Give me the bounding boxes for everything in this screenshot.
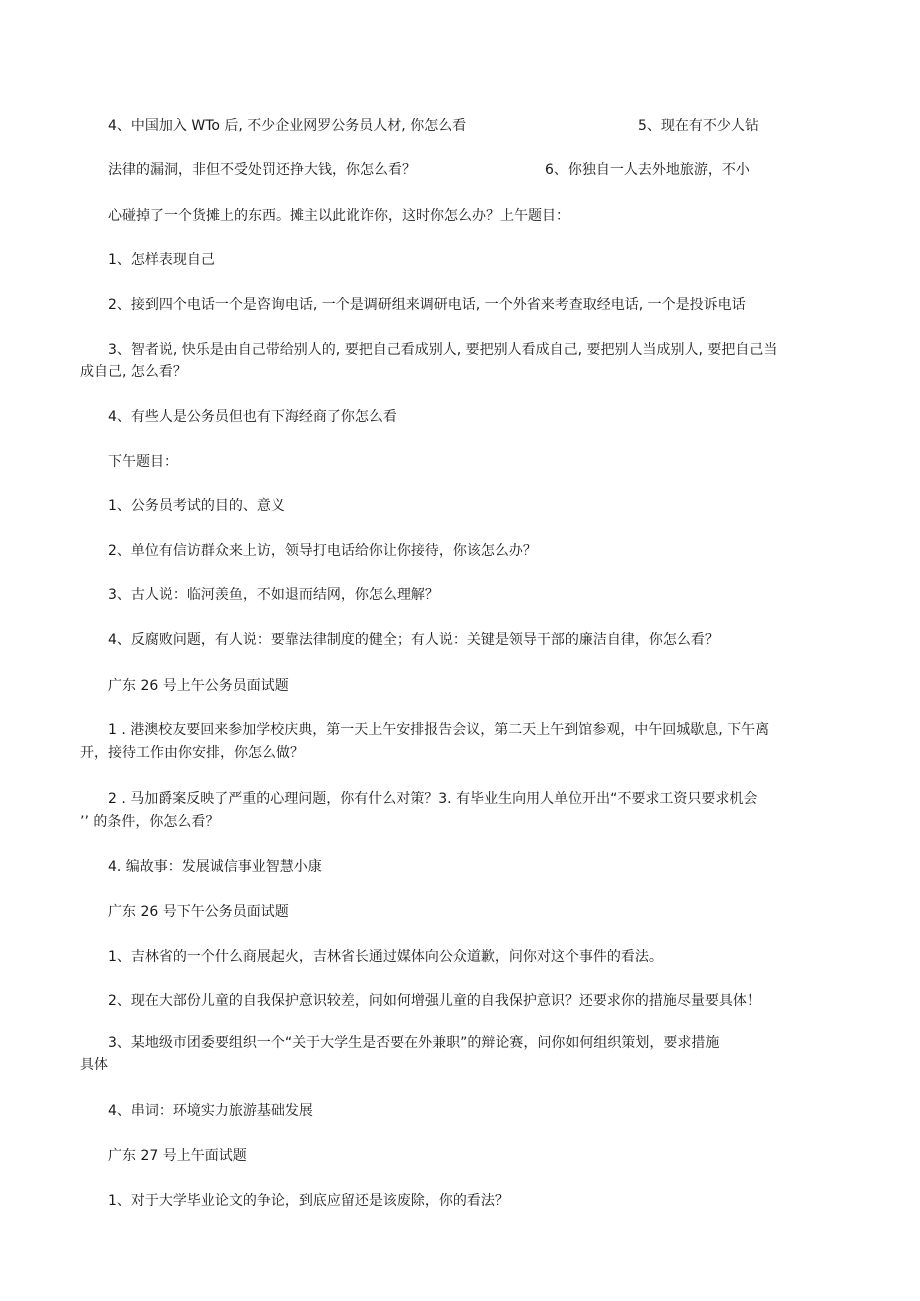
text-line: 6、你独自一人去外地旅游，不小 [545,162,750,178]
text-line: 成自己, 怎么看？ [80,364,187,380]
text-line: ’’ 的条件，你怎么看？ [80,814,220,830]
text-line: 5、现在有不少人钻 [638,118,759,134]
text-line: 开，接待工作由你安排，你怎么做？ [80,745,304,761]
section-heading: 下午题目： [108,454,178,470]
text-line: 心碰掉了一个货摊上的东西。摊主以此讹诈你，这时你怎么办？上午题目： [108,208,570,224]
text-line: 2、单位有信访群众来上访，领导打电话给你让你接待，你该怎么办？ [108,543,537,559]
section-heading: 广东 27 号上午面试题 [108,1148,247,1164]
text-line: 2 . 马加爵案反映了严重的心理问题，你有什么对策？3. 有毕业生向用人单位开出“不要求工资只要求机会 [108,791,758,807]
text-line: 3、古人说：临河羡鱼，不如退而结网，你怎么理解？ [108,587,439,603]
text-line: 1 . 港澳校友要回来参加学校庆典，第一天上午安排报告会议，第二天上午到馆参观，中午回城歇息, 下午离 [108,722,770,738]
text-line: 1、公务员考试的目的、意义 [108,498,285,514]
text-line: 2、现在大部份儿童的自我保护意识较差，问如何增强儿童的自我保护意识？还要求你的措施尽量要具体！ [108,993,761,1009]
text-line: 4、串词：环境实力旅游基础发展 [108,1103,313,1119]
text-line: 2、接到四个电话一个是咨询电话, 一个是调研组来调研电话, 一个外省来考查取经电话, 一个是投诉电话 [108,297,746,313]
text-line: 1、怎样表现自己 [108,252,215,268]
text-line: 4、反腐败问题，有人说：要靠法律制度的健全；有人说：关键是领导干部的廉洁自律，你怎么看？ [108,632,719,648]
section-heading: 广东 26 号下午公务员面试题 [108,904,289,920]
text-line: 3、某地级市团委要组织一个“关于大学生是否要在外兼职”的辩论赛，问你如何组织策划，要求措施 [108,1035,720,1051]
text-line: 法律的漏洞，非但不受处罚还挣大钱，你怎么看？ [108,162,416,178]
text-line: 4、有些人是公务员但也有下海经商了你怎么看 [108,409,397,425]
text-line: 4、中国加入 WTo 后, 不少企业网罗公务员人材, 你怎么看 [108,118,467,134]
text-line: 4. 编故事：发展诚信事业智慧小康 [108,859,322,875]
text-line: 3、智者说, 快乐是由自己带给别人的, 要把自己看成别人, 要把别人看成自己, 要把别人当成别人, 要把自己当 [108,342,778,358]
text-line: 1、吉林省的一个什么商展起火，吉林省长通过媒体向公众道歉，问你对这个事件的看法。 [108,949,663,965]
section-heading: 广东 26 号上午公务员面试题 [108,678,289,694]
text-line: 1、对于大学毕业论文的争论，到底应留还是该废除，你的看法？ [108,1193,509,1209]
text-line: 具体 [80,1057,108,1073]
